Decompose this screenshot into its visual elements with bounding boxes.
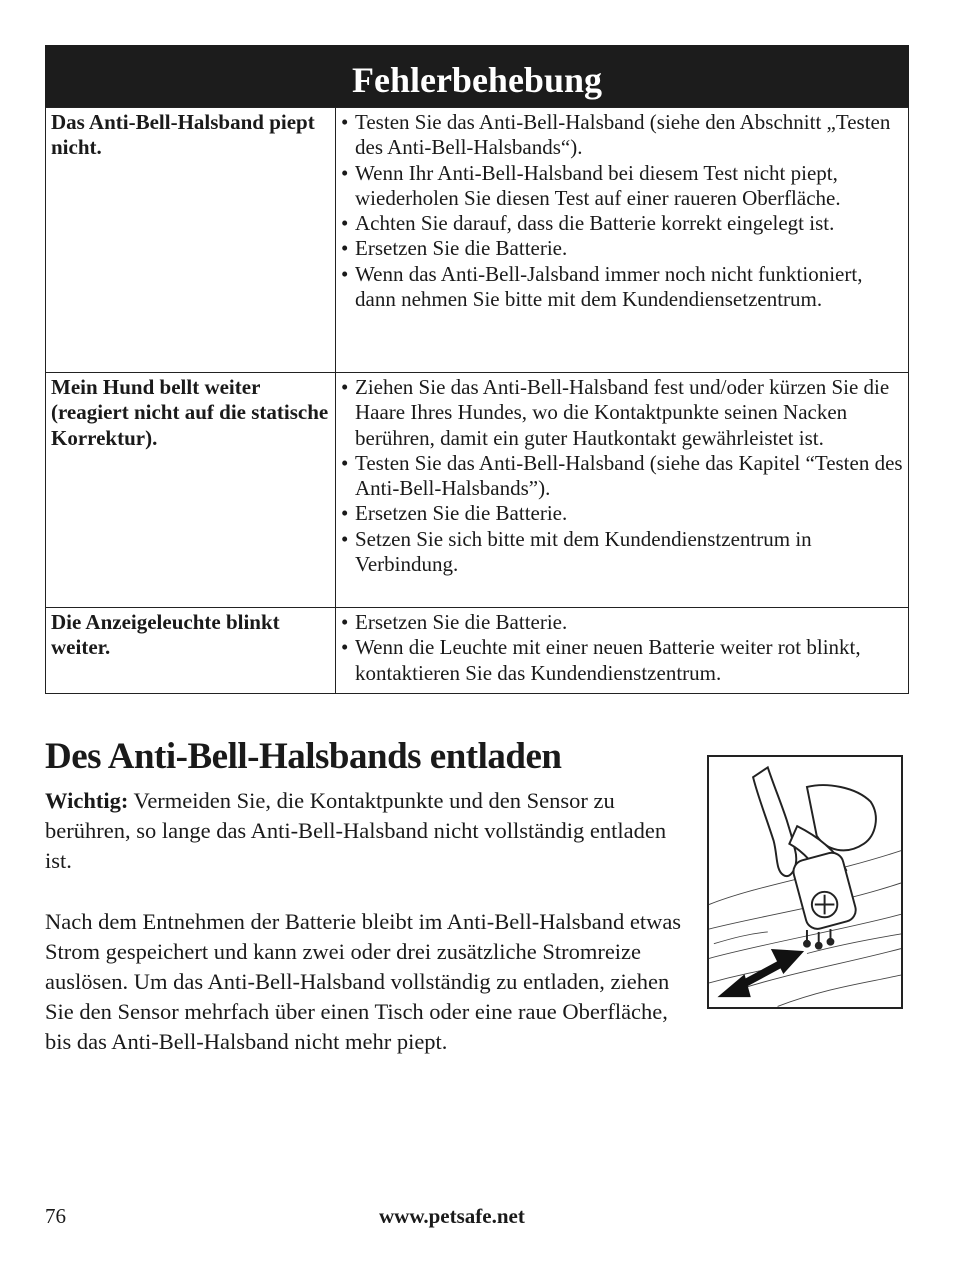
page-number: 76 (45, 1204, 66, 1228)
solution-item: • Wenn die Leuchte mit einer neuen Batterie weiter rot blinkt, kontaktieren Sie das Kundendienstzentrum. (341, 635, 903, 686)
solution-item: • Wenn das Anti-Bell-Jalsband immer noch nicht funktioniert, dann nehmen Sie bitte mit dem Kundendiensetzentrum. (341, 262, 903, 313)
solution-item: • Setzen Sie sich bitte mit dem Kundendienstzentrum in Verbindung. (341, 527, 903, 578)
important-label: Wichtig: (45, 788, 129, 813)
table-row (46, 608, 909, 694)
solution-item: • Ersetzen Sie die Batterie. (341, 236, 903, 261)
solution-item: • Ersetzen Sie die Batterie. (341, 501, 903, 526)
discharge-body (45, 786, 915, 1058)
solution-item: • Testen Sie das Anti-Bell-Halsband (siehe das Kapitel “Testen des Anti-Bell-Halsbands”). (341, 451, 903, 502)
solution-item: • Ersetzen Sie die Batterie. (341, 610, 903, 635)
table-row (46, 373, 909, 608)
solution-item: • Testen Sie das Anti-Bell-Halsband (siehe den Abschnitt „Testen des Anti-Bell-Halsbands“). (341, 110, 903, 161)
solution-item: • Ziehen Sie das Anti-Bell-Halsband fest und/oder kürzen Sie die Haare Ihres Hundes, wo die Kontaktpunkte seinen Nacken berühren, damit ein guter Hautkontakt gewährleistet ist. (341, 375, 903, 451)
solution-list (341, 110, 903, 312)
important-text: Vermeiden Sie, die Kontaktpunkte und den Sensor zu berühren, so lange das Anti-Bell-Halsband nicht vollständig entladen ist. (45, 788, 667, 874)
troubleshooting-table-block (45, 45, 909, 694)
solution-list (341, 375, 903, 577)
discharge-paragraph: Nach dem Entnehmen der Batterie bleibt im Anti-Bell-Halsband etwas Strom gespeichert und kann zwei oder drei zusätzliche Stromreize auslösen. Um das Anti-Bell-Halsband vollständig zu entladen, ziehen Sie den Sensor mehrfach über einen Tisch oder eine raue Oberfläche, bis das Anti-Bell-Halsband nicht mehr piept. (45, 908, 682, 1055)
hand-sensor-illustration (709, 757, 901, 1007)
table-row (46, 108, 909, 373)
troubleshooting-title: Fehlerbehebung (45, 45, 909, 107)
problem-cell: Das Anti-Bell-Halsband piept nicht. (46, 108, 336, 373)
section-title: Des Anti-Bell-Halsbands entladen (45, 736, 562, 777)
solution-cell (336, 373, 909, 608)
solution-list (341, 610, 903, 686)
solution-item: • Wenn Ihr Anti-Bell-Halsband bei diesem Test nicht piept, wiederholen Sie diesen Test auf einer raueren Oberfläche. (341, 161, 903, 212)
troubleshooting-table (45, 107, 909, 694)
discharge-illustration (707, 755, 903, 1009)
solution-cell (336, 608, 909, 694)
solution-item: • Achten Sie darauf, dass die Batterie korrekt eingelegt ist. (341, 211, 903, 236)
solution-cell (336, 108, 909, 373)
footer-url: www.petsafe.net (379, 1204, 525, 1228)
problem-cell: Die Anzeigeleuchte blinkt weiter. (46, 608, 336, 694)
problem-cell: Mein Hund bellt weiter (reagiert nicht auf die statische Korrektur). (46, 373, 336, 608)
